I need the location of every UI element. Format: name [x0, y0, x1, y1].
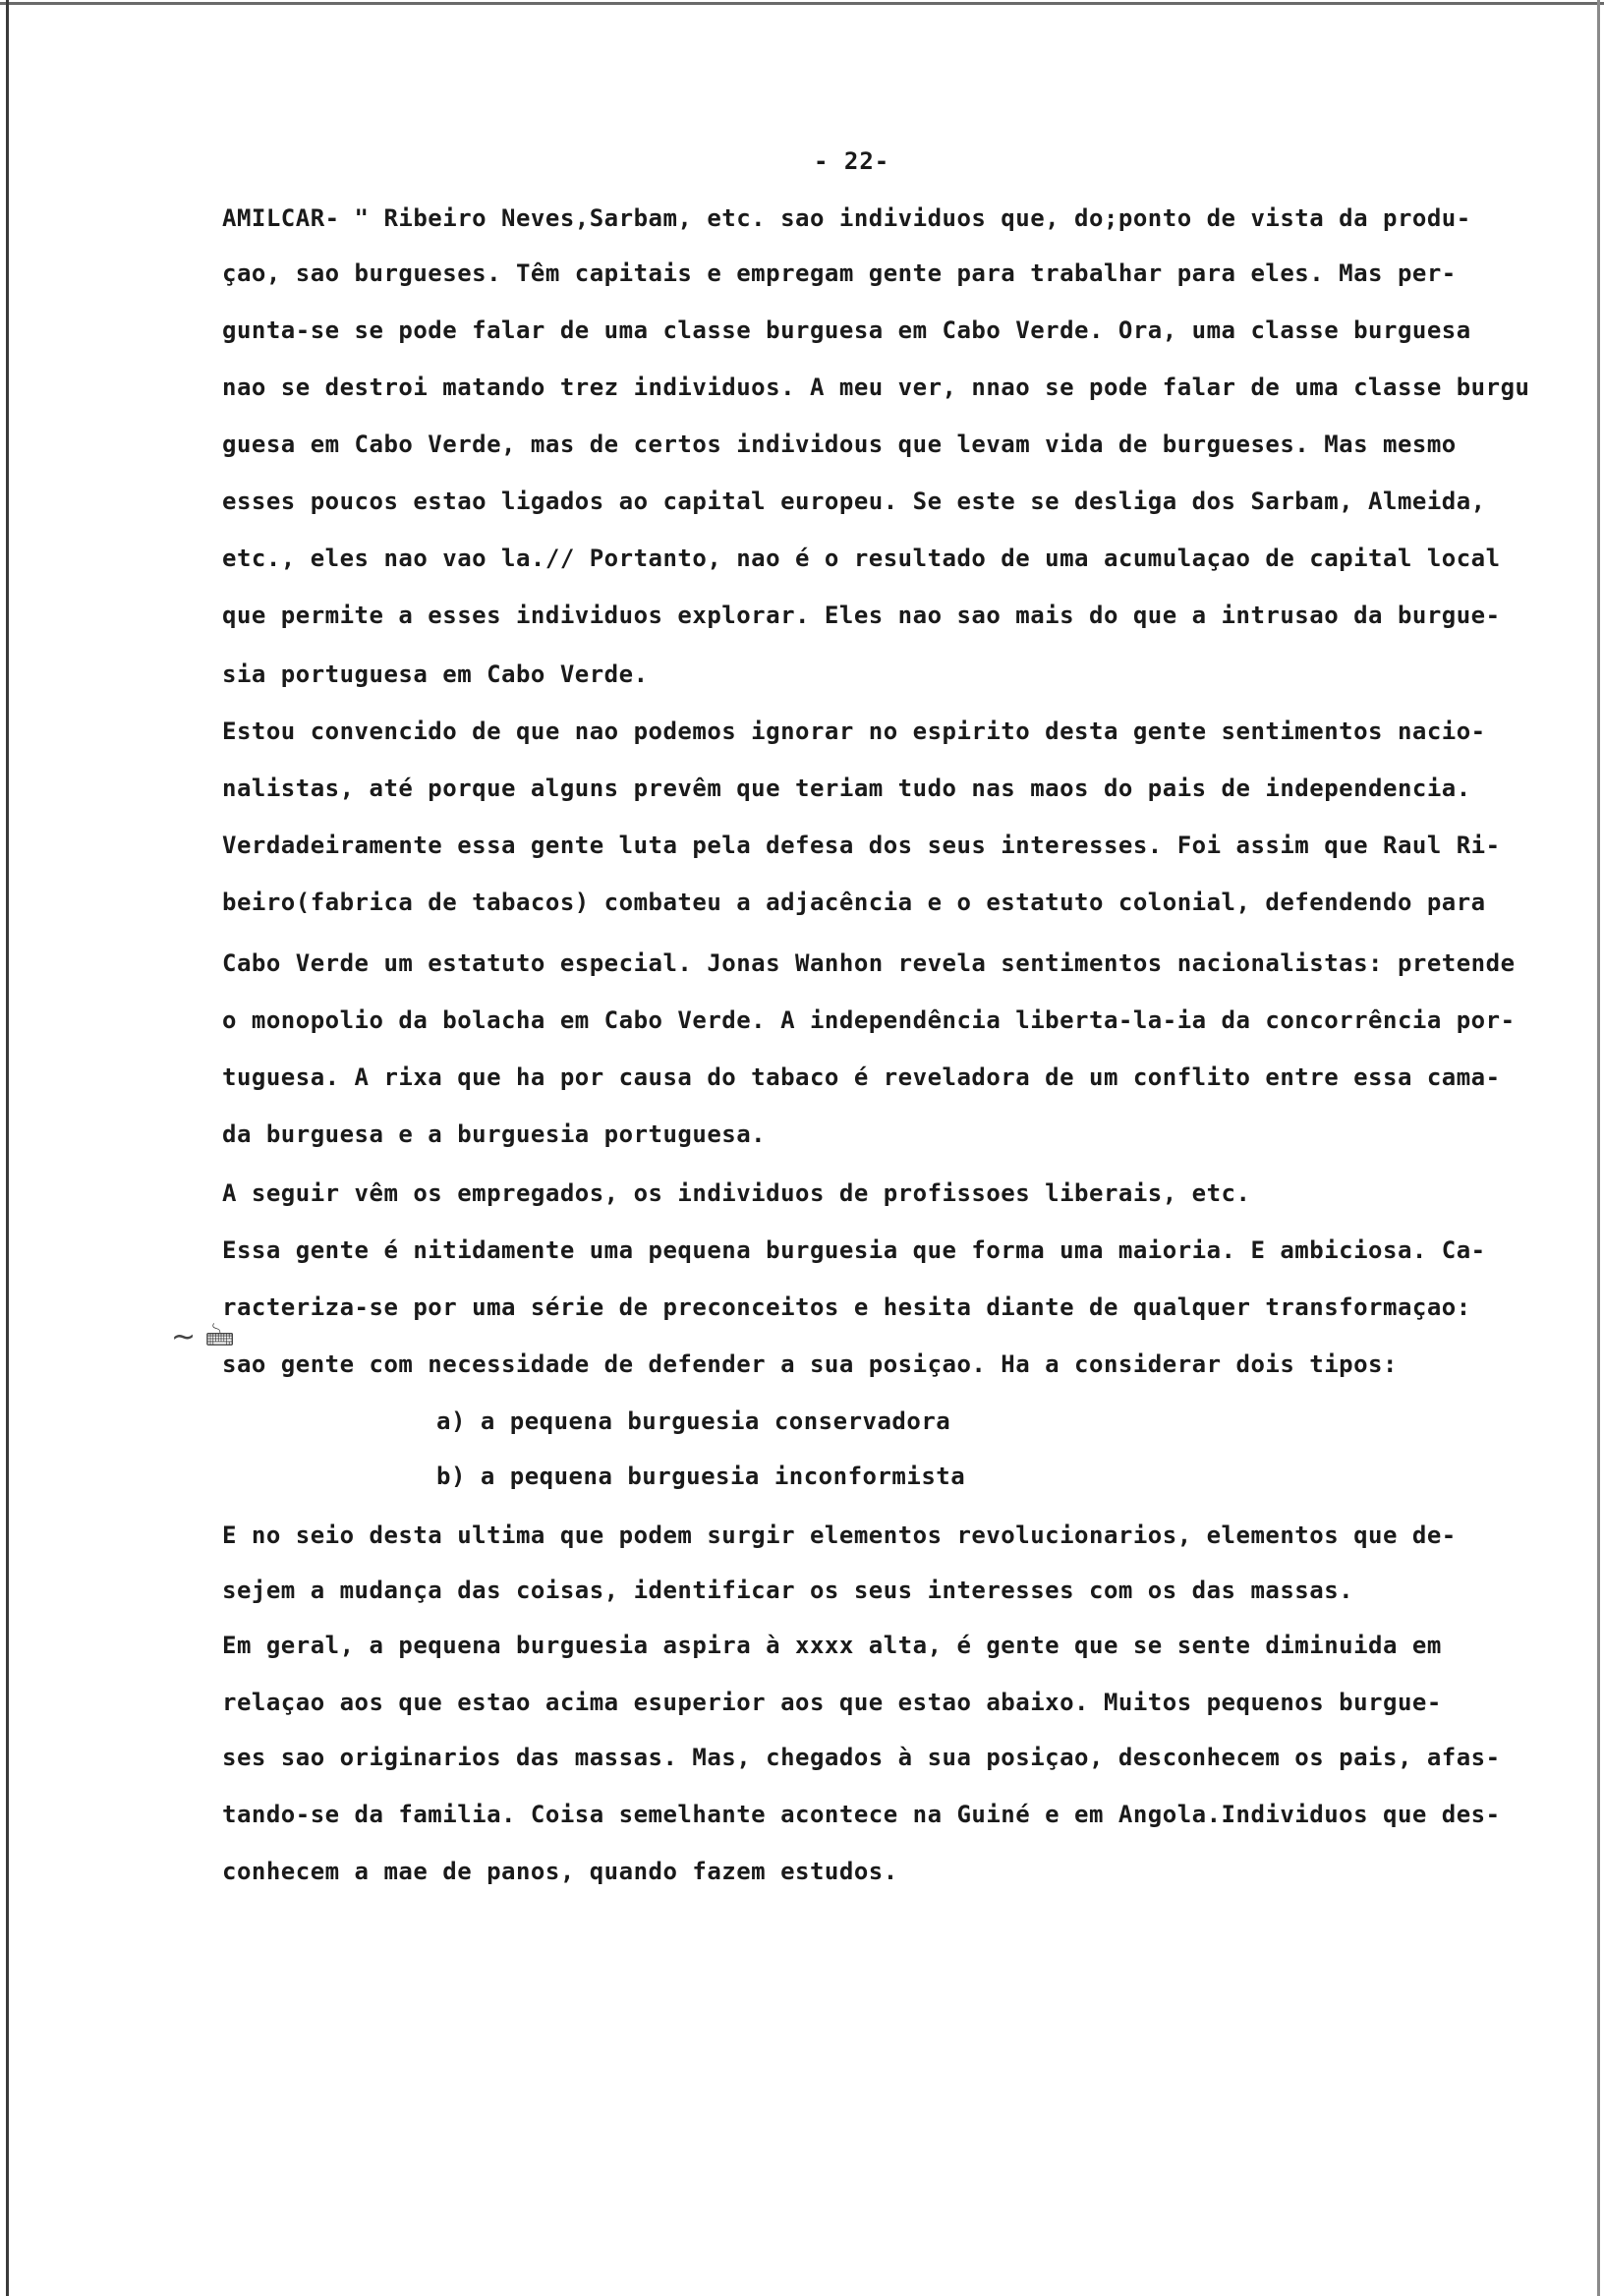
text-line: o monopolio da bolacha em Cabo Verde. A independência liberta-la-ia da concorrência por-	[222, 1006, 1516, 1034]
text-line: tuguesa. A rixa que ha por causa do tabaco é reveladora de um conflito entre essa cama-	[222, 1063, 1501, 1091]
text-line: da burguesa e a burguesia portuguesa.	[222, 1120, 767, 1148]
text-line: A seguir vêm os empregados, os individuos de profissoes liberais, etc.	[222, 1179, 1251, 1207]
text-line: E no seio desta ultima que podem surgir elementos revolucionarios, elementos que de-	[222, 1521, 1457, 1549]
handwritten-mark-icon: ~ 🖮	[171, 1320, 235, 1354]
text-line: çao, sao burgueses. Têm capitais e empregam gente para trabalhar para eles. Mas per-	[222, 259, 1457, 287]
text-line: nalistas, até porque alguns prevêm que teriam tudo nas maos do pais de independencia.	[222, 775, 1471, 802]
scan-edge-right	[1597, 0, 1600, 2296]
text-line: tando-se da familia. Coisa semelhante acontece na Guiné e em Angola.Individuos que des-	[222, 1801, 1501, 1828]
text-line: gunta-se se pode falar de uma classe burguesa em Cabo Verde. Ora, uma classe burguesa	[222, 316, 1471, 344]
text-line: conhecem a mae de panos, quando fazem estudos.	[222, 1858, 898, 1885]
text-line: esses poucos estao ligados ao capital europeu. Se este se desliga dos Sarbam, Almeida,	[222, 488, 1486, 515]
scan-edge-left	[6, 0, 9, 2296]
text-line: relaçao aos que estao acima esuperior aos que estao abaixo. Muitos pequenos burgue-	[222, 1689, 1442, 1716]
list-item: a) a pequena burguesia conservadora	[436, 1407, 951, 1435]
text-line: AMILCAR- " Ribeiro Neves,Sarbam, etc. sao individuos que, do;ponto de vista da produ-	[222, 204, 1471, 232]
text-line: Verdadeiramente essa gente luta pela defesa dos seus interesses. Foi assim que Raul Ri-	[222, 832, 1501, 859]
text-line: Estou convencido de que nao podemos ignorar no espirito desta gente sentimentos nacio-	[222, 718, 1486, 745]
text-line: que permite a esses individuos explorar. Eles nao sao mais do que a intrusao da burgue-	[222, 602, 1501, 629]
text-line: nao se destroi matando trez individuos. A meu ver, nnao se pode falar de uma classe burgu	[222, 373, 1530, 401]
text-line: guesa em Cabo Verde, mas de certos individous que levam vida de burgueses. Mas mesmo	[222, 430, 1457, 458]
text-line: ses sao originarios das massas. Mas, chegados à sua posiçao, desconhecem os pais, afas-	[222, 1744, 1501, 1771]
text-line: Cabo Verde um estatuto especial. Jonas Wanhon revela sentimentos nacionalistas: pretende	[222, 949, 1516, 977]
page-number: - 22-	[814, 147, 890, 175]
text-line: sejem a mudança das coisas, identificar os seus interesses com os das massas.	[222, 1577, 1354, 1604]
text-line: sao gente com necessidade de defender a sua posiçao. Ha a considerar dois tipos:	[222, 1350, 1398, 1378]
text-line: Em geral, a pequena burguesia aspira à xxxx alta, é gente que se sente diminuida em	[222, 1632, 1442, 1659]
text-line: Essa gente é nitidamente uma pequena burguesia que forma uma maioria. E ambiciosa. Ca-	[222, 1236, 1486, 1264]
text-line: beiro(fabrica de tabacos) combateu a adjacência e o estatuto colonial, defendendo para	[222, 889, 1486, 916]
scan-edge-top	[0, 2, 1604, 5]
text-line: racteriza-se por uma série de preconceitos e hesita diante de qualquer transformaçao:	[222, 1293, 1471, 1321]
text-line: sia portuguesa em Cabo Verde.	[222, 660, 649, 688]
list-item: b) a pequena burguesia inconformista	[436, 1463, 966, 1490]
text-line: etc., eles nao vao la.// Portanto, nao é o resultado de uma acumulaçao de capital local	[222, 545, 1501, 572]
